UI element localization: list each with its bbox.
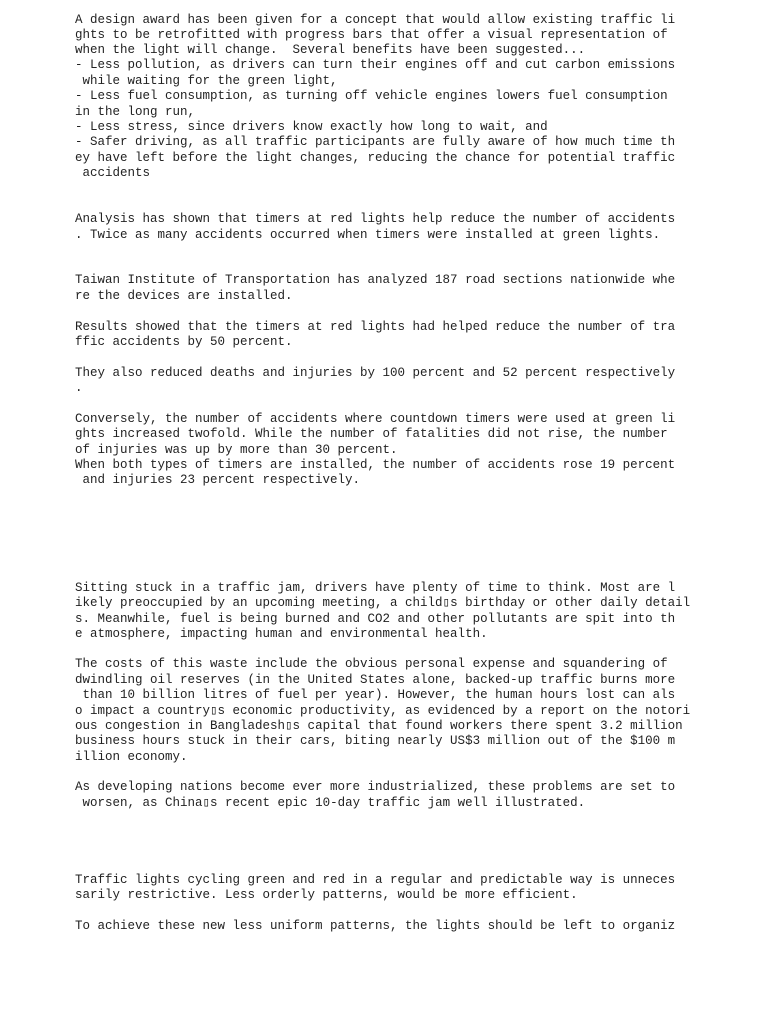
- text-line: e atmosphere, impacting human and environmental health.: [75, 627, 488, 641]
- text-line: ghts to be retrofitted with progress bars that offer a visual representation of: [75, 28, 668, 42]
- text-line: ikely preoccupied by an upcoming meeting, a child▯s birthday or other daily detail: [75, 596, 691, 610]
- text-line: illion economy.: [75, 750, 188, 764]
- text-line: Taiwan Institute of Transportation has analyzed 187 road sections nationwide whe: [75, 273, 676, 287]
- text-line: - Less pollution, as drivers can turn their engines off and cut carbon emissions: [75, 58, 676, 72]
- text-line: The costs of this waste include the obvious personal expense and squandering of: [75, 657, 668, 671]
- text-line: A design award has been given for a concept that would allow existing traffic li: [75, 13, 676, 27]
- text-line: Results showed that the timers at red lights had helped reduce the number of tra: [75, 320, 676, 334]
- text-line: dwindling oil reserves (in the United States alone, backed-up traffic burns more: [75, 673, 676, 687]
- text-line: - Safer driving, as all traffic participants are fully aware of how much time th: [75, 135, 676, 149]
- text-line: ey have left before the light changes, reducing the chance for potential traffic: [75, 151, 676, 165]
- text-line: s. Meanwhile, fuel is being burned and CO2 and other pollutants are spit into th: [75, 612, 676, 626]
- text-line: Analysis has shown that timers at red lights help reduce the number of accidents: [75, 212, 676, 226]
- text-line: o impact a country▯s economic productivity, as evidenced by a report on the notori: [75, 704, 691, 718]
- text-line: worsen, as China▯s recent epic 10-day traffic jam well illustrated.: [75, 796, 586, 810]
- text-line: - Less stress, since drivers know exactly how long to wait, and: [75, 120, 548, 134]
- text-line: in the long run,: [75, 105, 196, 119]
- text-line: When both types of timers are installed, the number of accidents rose 19 percent: [75, 458, 676, 472]
- text-line: .: [75, 381, 83, 395]
- text-line: accidents: [75, 166, 151, 180]
- text-line: - Less fuel consumption, as turning off vehicle engines lowers fuel consumption: [75, 89, 668, 103]
- text-line: They also reduced deaths and injuries by 100 percent and 52 percent respectively: [75, 366, 676, 380]
- text-line: sarily restrictive. Less orderly patterns, would be more efficient.: [75, 888, 578, 902]
- text-line: while waiting for the green light,: [75, 74, 338, 88]
- text-line: Traffic lights cycling green and red in a regular and predictable way is unneces: [75, 873, 676, 887]
- text-line: ous congestion in Bangladesh▯s capital that found workers there spent 3.2 million: [75, 719, 683, 733]
- text-line: As developing nations become ever more industrialized, these problems are set to: [75, 780, 676, 794]
- text-line: than 10 billion litres of fuel per year). However, the human hours lost can als: [75, 688, 676, 702]
- text-line: of injuries was up by more than 30 percent.: [75, 443, 398, 457]
- text-line: . Twice as many accidents occurred when timers were installed at green lights.: [75, 228, 661, 242]
- text-line: ghts increased twofold. While the number of fatalities did not rise, the number: [75, 427, 668, 441]
- text-line: Conversely, the number of accidents where countdown timers were used at green li: [75, 412, 676, 426]
- text-line: re the devices are installed.: [75, 289, 293, 303]
- text-line: and injuries 23 percent respectively.: [75, 473, 361, 487]
- text-line: ffic accidents by 50 percent.: [75, 335, 293, 349]
- text-line: To achieve these new less uniform patterns, the lights should be left to organiz: [75, 919, 676, 933]
- text-line: business hours stuck in their cars, biting nearly US$3 million out of the $100 m: [75, 734, 676, 748]
- text-line: when the light will change. Several benefits have been suggested...: [75, 43, 586, 57]
- text-line: Sitting stuck in a traffic jam, drivers have plenty of time to think. Most are l: [75, 581, 676, 595]
